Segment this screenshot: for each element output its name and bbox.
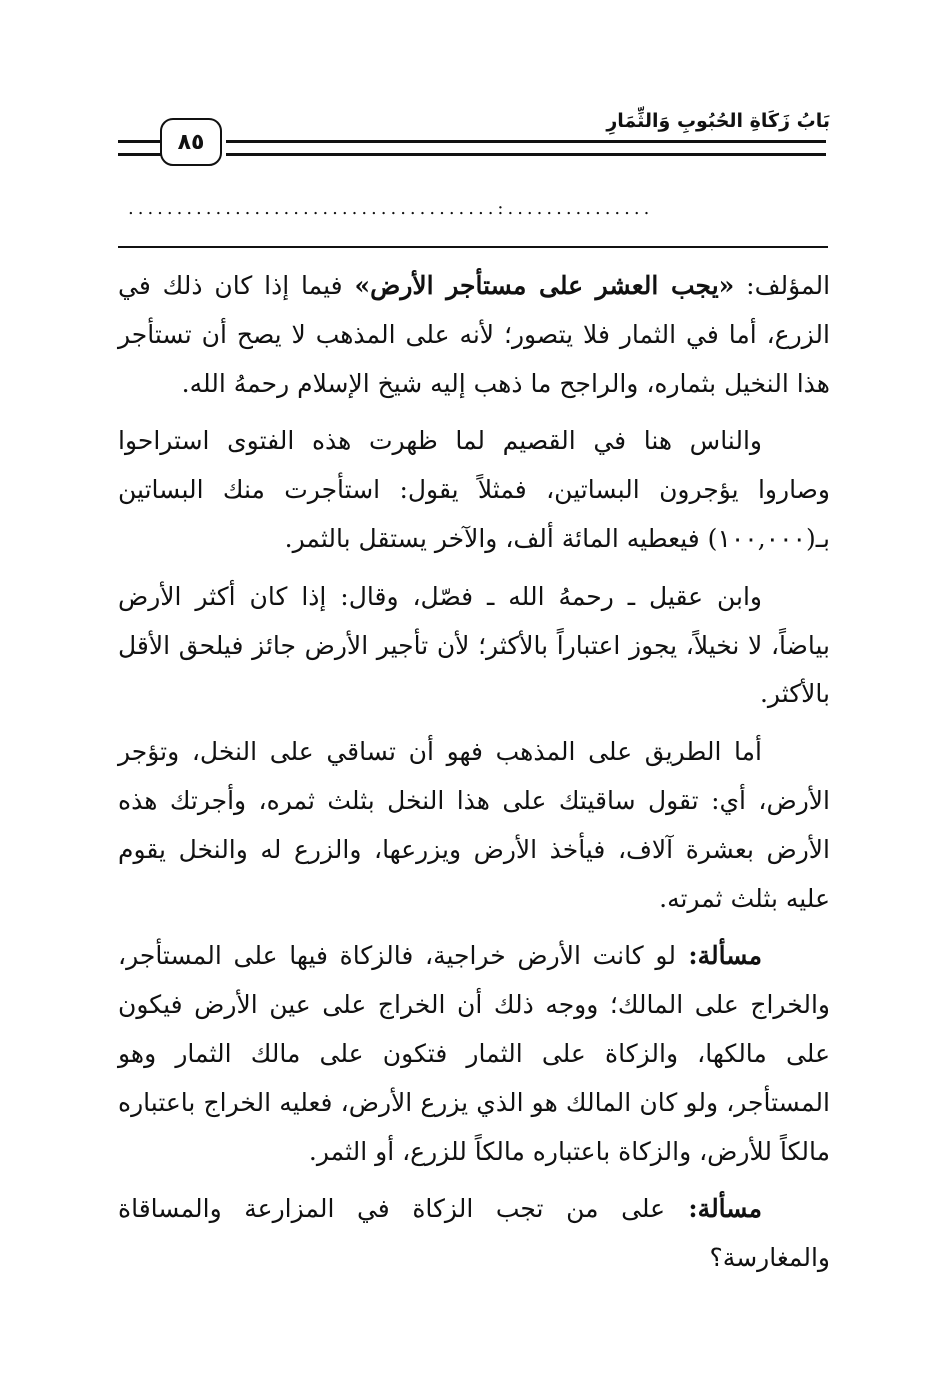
p1-quote: «يجب العشر على مستأجر الأرض» xyxy=(354,271,735,300)
dotted-divider: ......................................:............... xyxy=(128,198,654,218)
paragraph-1 xyxy=(118,262,830,408)
page-header xyxy=(118,112,830,174)
paragraph-6 xyxy=(118,1185,830,1283)
page-content xyxy=(118,262,830,1292)
p5-text: لو كانت الأرض خراجية، فالزكاة فيها على المستأجر، والخراج على المالك؛ ووجه ذلك أن الخراج على عين الأرض فيكون على مالكها، والزكاة على الثمار فتكون على مالك الثمار وهو المستأجر، ولو كان المالك هو الذي يزرع الأرض، فعليه الخراج باعتباره مالكاً للأرض، والزكاة باعتباره مالكاً للزرع، أو الثمر. xyxy=(118,941,830,1166)
p6-text: على من تجب الزكاة في المزارعة والمساقاة والمغارسة؟ xyxy=(118,1194,830,1273)
issue-label-1: مسألة: xyxy=(675,941,762,971)
paragraph-3: وابن عقيل ـ رحمهُ الله ـ فصّل، وقال: إذا كان أكثر الأرض بياضاً، لا نخيلاً، يجوز اعتباراً بالأكثر؛ لأن تأجير الأرض جائز فيلحق الأقل بالأكثر. xyxy=(118,581,830,709)
p1-prefix: المؤلف: xyxy=(734,271,831,300)
separator-line xyxy=(118,246,828,248)
header-rule-left xyxy=(118,140,164,156)
paragraph-5 xyxy=(118,932,830,1176)
chapter-title: بَابُ زَكَاةِ الحُبُوبِ وَالثِّمَارِ xyxy=(600,110,830,132)
issue-label-2: مسألة: xyxy=(665,1194,762,1224)
header-rule-right xyxy=(226,140,826,156)
paragraph-2: والناس هنا في القصيم لما ظهرت هذه الفتوى استراحوا وصاروا يؤجرون البساتين، فمثلاً يقول: استأجرت منك البساتين بـ(١٠٠,٠٠٠) فيعطيه المائة ألف، والآخر يستقل بالثمر. xyxy=(118,426,830,553)
p1-text: فيما إذا كان ذلك في الزرع، أما في الثمار فلا يتصور؛ لأنه على المذهب لا يصح أن تستأجر هذا النخيل بثماره، والراجح ما ذهب إليه شيخ الإسلام رحمهُ الله. xyxy=(118,271,830,398)
page-number: ٨٥ xyxy=(160,118,222,166)
paragraph-4: أما الطريق على المذهب فهو أن تساقي على النخل، وتؤجر الأرض، أي: تقول ساقيتك على هذا النخل بثلث ثمره، وأجرتك هذه الأرض بعشرة آلاف، فيأخذ الأرض ويزرعها، والزرع له والنخل يقوم عليه بثلث ثمرته. xyxy=(118,737,831,913)
